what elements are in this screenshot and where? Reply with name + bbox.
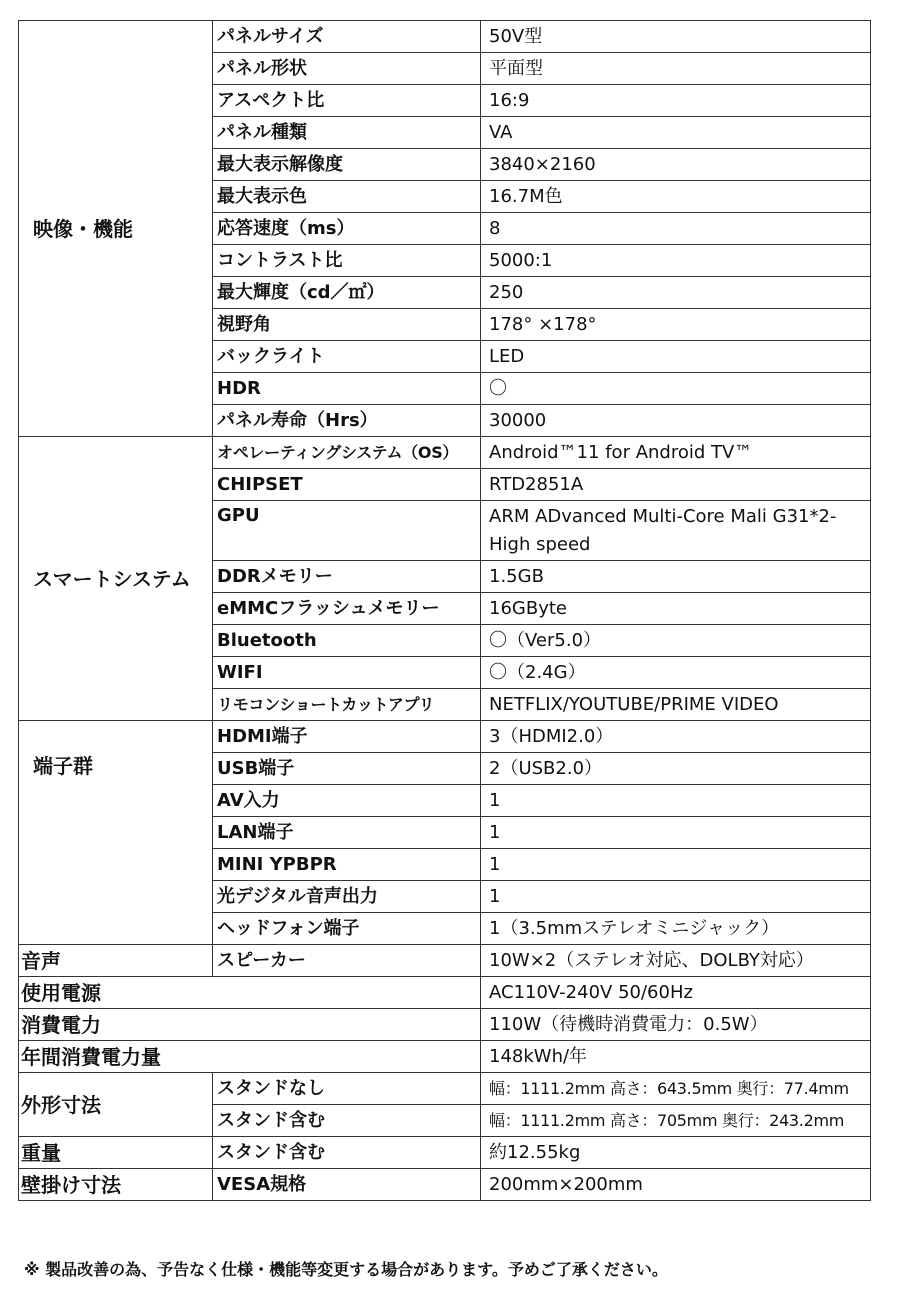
item-label: 最大輝度（cd／㎡） xyxy=(213,277,481,309)
item-value: 1 xyxy=(481,785,871,817)
category-ports: 端子群 xyxy=(19,721,213,945)
item-label: スピーカー xyxy=(213,945,481,977)
item-value: 5000:1 xyxy=(481,245,871,277)
table-row xyxy=(19,945,871,977)
table-row xyxy=(19,1073,871,1105)
section-misc xyxy=(19,945,871,1201)
item-value: 3（HDMI2.0） xyxy=(481,721,871,753)
item-value: ARM ADvanced Multi-Core Mali G31*2-High speed xyxy=(481,501,871,561)
item-label: AV入力 xyxy=(213,785,481,817)
item-value: 8 xyxy=(481,213,871,245)
item-label: USB端子 xyxy=(213,753,481,785)
table-row xyxy=(19,1169,871,1201)
item-label: 最大表示色 xyxy=(213,181,481,213)
item-value: 1.5GB xyxy=(481,561,871,593)
item-label: スタンド含む xyxy=(213,1137,481,1169)
item-value: 50V型 xyxy=(481,21,871,53)
item-label: 応答速度（ms） xyxy=(213,213,481,245)
category-video: 映像・機能 xyxy=(19,21,213,437)
table-row xyxy=(19,721,871,753)
item-value: 平面型 xyxy=(481,53,871,85)
category-power-consumption: 消費電力 xyxy=(19,1009,481,1041)
item-label: MINI YPBPR xyxy=(213,849,481,881)
item-value: 2（USB2.0） xyxy=(481,753,871,785)
item-label: コントラスト比 xyxy=(213,245,481,277)
item-value: 148kWh/年 xyxy=(481,1041,871,1073)
item-label: リモコンショートカットアプリ xyxy=(213,689,481,721)
item-label: バックライト xyxy=(213,341,481,373)
item-label: パネルサイズ xyxy=(213,21,481,53)
item-label: パネル寿命（Hrs） xyxy=(213,405,481,437)
item-value: Android™11 for Android TV™ xyxy=(481,437,871,469)
item-label: HDMI端子 xyxy=(213,721,481,753)
table-row xyxy=(19,977,871,1009)
item-label: ヘッドフォン端子 xyxy=(213,913,481,945)
item-label: スタンド含む xyxy=(213,1105,481,1137)
item-label: オペレーティングシステム（OS） xyxy=(213,437,481,469)
item-label: CHIPSET xyxy=(213,469,481,501)
category-power-supply: 使用電源 xyxy=(19,977,481,1009)
item-value: NETFLIX/YOUTUBE/PRIME VIDEO xyxy=(481,689,871,721)
item-value: 約12.55kg xyxy=(481,1137,871,1169)
item-value: 1 xyxy=(481,881,871,913)
item-value: 3840×2160 xyxy=(481,149,871,181)
item-label: 視野角 xyxy=(213,309,481,341)
category-smart: スマートシステム xyxy=(19,437,213,721)
item-value: 1 xyxy=(481,849,871,881)
item-value: 〇 xyxy=(481,373,871,405)
item-value: 幅：1111.2mm 高さ：705mm 奥行：243.2mm xyxy=(481,1105,871,1137)
item-value: AC110V-240V 50/60Hz xyxy=(481,977,871,1009)
table-row xyxy=(19,1009,871,1041)
section-ports xyxy=(19,721,871,945)
category-wall-mount: 壁掛け寸法 xyxy=(19,1169,213,1201)
item-value: 〇（Ver5.0） xyxy=(481,625,871,657)
category-audio: 音声 xyxy=(19,945,213,977)
item-value: LED xyxy=(481,341,871,373)
item-label: GPU xyxy=(213,501,481,561)
item-value: 10W×2（ステレオ対応、DOLBY対応） xyxy=(481,945,871,977)
category-dimensions: 外形寸法 xyxy=(19,1073,213,1137)
table-row xyxy=(19,437,871,469)
item-value: 30000 xyxy=(481,405,871,437)
item-value: 200mm×200mm xyxy=(481,1169,871,1201)
item-label: eMMCフラッシュメモリー xyxy=(213,593,481,625)
footnote: ※ 製品改善の為、予告なく仕様・機能等変更する場合があります。予めご了承ください。 xyxy=(24,1260,668,1279)
item-label: スタンドなし xyxy=(213,1073,481,1105)
table-row xyxy=(19,21,871,53)
item-value: 幅：1111.2mm 高さ：643.5mm 奥行：77.4mm xyxy=(481,1073,871,1105)
item-label: WIFI xyxy=(213,657,481,689)
category-weight: 重量 xyxy=(19,1137,213,1169)
item-value: 1 xyxy=(481,817,871,849)
item-label: DDRメモリー xyxy=(213,561,481,593)
item-value: VA xyxy=(481,117,871,149)
table-row xyxy=(19,1137,871,1169)
item-value: 110W（待機時消費電力：0.5W） xyxy=(481,1009,871,1041)
item-value: 〇（2.4G） xyxy=(481,657,871,689)
item-label: LAN端子 xyxy=(213,817,481,849)
item-label: HDR xyxy=(213,373,481,405)
item-label: パネル種類 xyxy=(213,117,481,149)
item-value: 16GByte xyxy=(481,593,871,625)
item-label: アスペクト比 xyxy=(213,85,481,117)
item-value: 16.7M色 xyxy=(481,181,871,213)
spec-table xyxy=(18,20,871,1201)
section-smart xyxy=(19,437,871,721)
category-annual-power: 年間消費電力量 xyxy=(19,1041,481,1073)
item-value: 16:9 xyxy=(481,85,871,117)
item-value: 250 xyxy=(481,277,871,309)
item-value: 178° ×178° xyxy=(481,309,871,341)
table-row xyxy=(19,1041,871,1073)
item-label: Bluetooth xyxy=(213,625,481,657)
item-label: パネル形状 xyxy=(213,53,481,85)
item-value: RTD2851A xyxy=(481,469,871,501)
item-label: VESA規格 xyxy=(213,1169,481,1201)
item-label: 最大表示解像度 xyxy=(213,149,481,181)
section-video xyxy=(19,21,871,437)
item-value: 1（3.5mmステレオミニジャック） xyxy=(481,913,871,945)
item-label: 光デジタル音声出力 xyxy=(213,881,481,913)
